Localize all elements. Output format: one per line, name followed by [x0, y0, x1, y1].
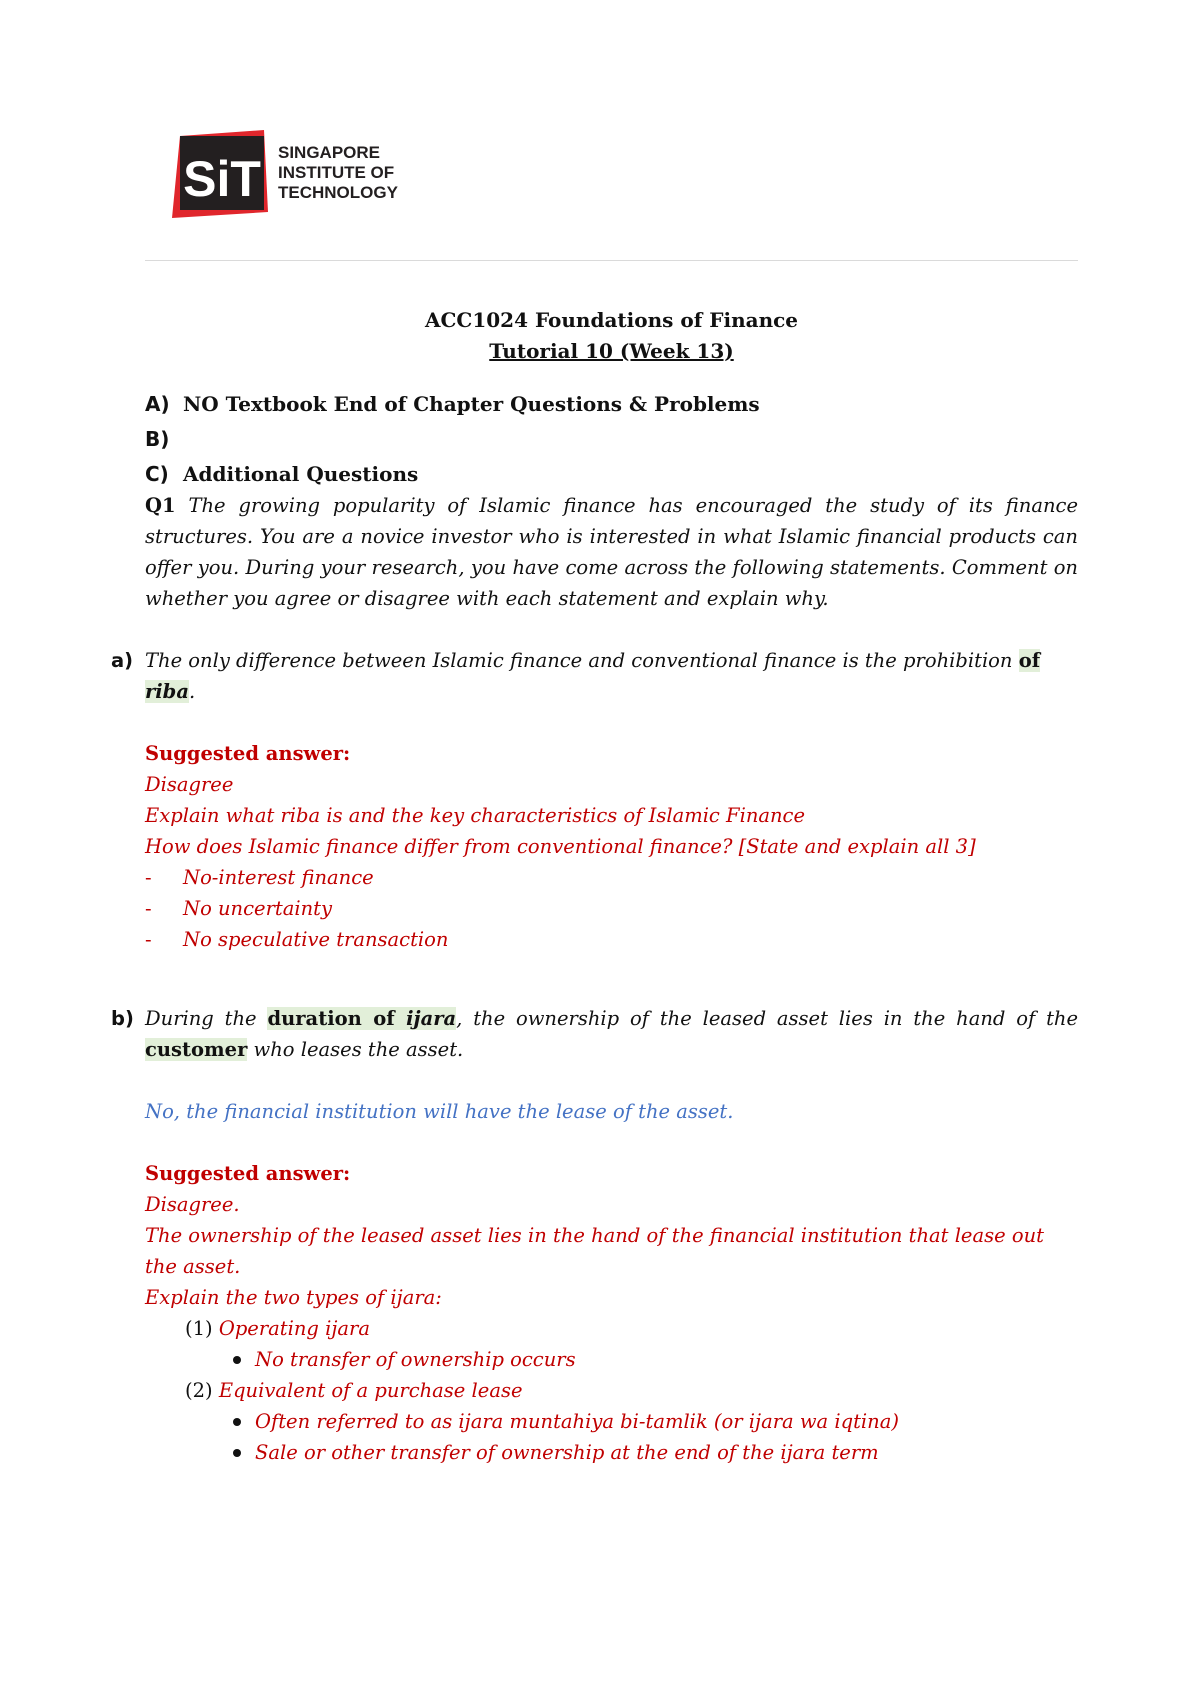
part-b-suggested-label: Suggested answer:	[145, 1162, 351, 1185]
section-a-text: NO Textbook End of Chapter Questions & Problems	[183, 392, 760, 416]
q1-paragraph	[145, 490, 1078, 614]
part-a-suggested-label: Suggested answer:	[145, 742, 351, 765]
section-c-text: Additional Questions	[183, 462, 419, 486]
section-b	[145, 424, 1078, 455]
ijara-type-1: (1) Operating ijara	[185, 1317, 370, 1340]
part-b-line1: Disagree.	[145, 1193, 240, 1216]
course-title: ACC1024 Foundations of Finance	[424, 308, 799, 332]
part-b-line2: The ownership of the leased asset lies in the hand of the financial institution that lease out the asset.	[145, 1224, 1044, 1278]
logo-line3: TECHNOLOGY	[278, 183, 398, 202]
ijara-type-2-bullet-1: Often referred to as ijara muntahiya bi-tamlik (or ijara wa iqtina)	[145, 1406, 1078, 1437]
part-b-line3: Explain the two types of ijara:	[145, 1286, 442, 1309]
document-body	[111, 305, 1079, 1468]
highlight-customer: customer	[145, 1038, 248, 1061]
bullet-dot	[233, 1449, 241, 1457]
part-a-question: a) The only difference between Islamic finance and conventional finance is the prohibition of riba.	[145, 645, 1078, 707]
highlight-of: of	[1018, 649, 1041, 672]
logo-mark: SiT	[183, 151, 261, 207]
part-b-question: b) During the duration of ijara, the ownership of the leased asset lies in the hand of the customer who leases the asset.	[145, 1003, 1078, 1065]
part-a-label: a)	[111, 649, 134, 672]
q1-text: The growing popularity of Islamic finance has encouraged the study of its finance structures. You are a novice investor who is interested in what Islamic financial products can offer you. During your research, you have come across the following statements. Comment on whether you agree or disagree with each statement and explain why.	[145, 494, 1078, 610]
header-divider	[145, 260, 1078, 261]
highlight-riba: riba	[145, 680, 189, 703]
bullet-dot	[233, 1418, 241, 1426]
part-b-label: b)	[111, 1007, 134, 1030]
part-a-line1: Disagree	[145, 773, 234, 796]
student-answer: No, the financial institution will have the lease of the asset.	[145, 1100, 734, 1123]
part-a-line2: Explain what riba is and the key characteristics of Islamic Finance	[145, 804, 806, 827]
section-b-letter: B)	[145, 427, 170, 451]
part-a-bullet-2: - No uncertainty	[145, 897, 333, 920]
highlight-duration-of-ijara: duration of ijara	[267, 1007, 457, 1030]
section-a	[145, 389, 1078, 420]
sit-logo	[172, 128, 412, 218]
tutorial-title: Tutorial 10 (Week 13)	[489, 339, 734, 363]
part-a-bullet-3: - No speculative transaction	[145, 928, 449, 951]
ijara-type-2-bullet-2: Sale or other transfer of ownership at the end of the ijara term	[145, 1437, 1078, 1468]
bullet-dot	[233, 1356, 241, 1364]
q1-label: Q1	[145, 494, 176, 517]
logo-line1: SINGAPORE	[278, 143, 381, 162]
section-a-letter: A)	[145, 392, 170, 416]
ijara-type-1-bullet: No transfer of ownership occurs	[145, 1344, 1078, 1375]
part-a-bullet-1: - No-interest finance	[145, 866, 374, 889]
part-a-line3: How does Islamic finance differ from conventional finance? [State and explain all 3]	[145, 835, 976, 858]
ijara-type-2: (2) Equivalent of a purchase lease	[185, 1379, 523, 1402]
section-c-letter: C)	[145, 462, 169, 486]
section-c	[145, 459, 1078, 490]
logo-line2: INSTITUTE OF	[278, 163, 395, 182]
